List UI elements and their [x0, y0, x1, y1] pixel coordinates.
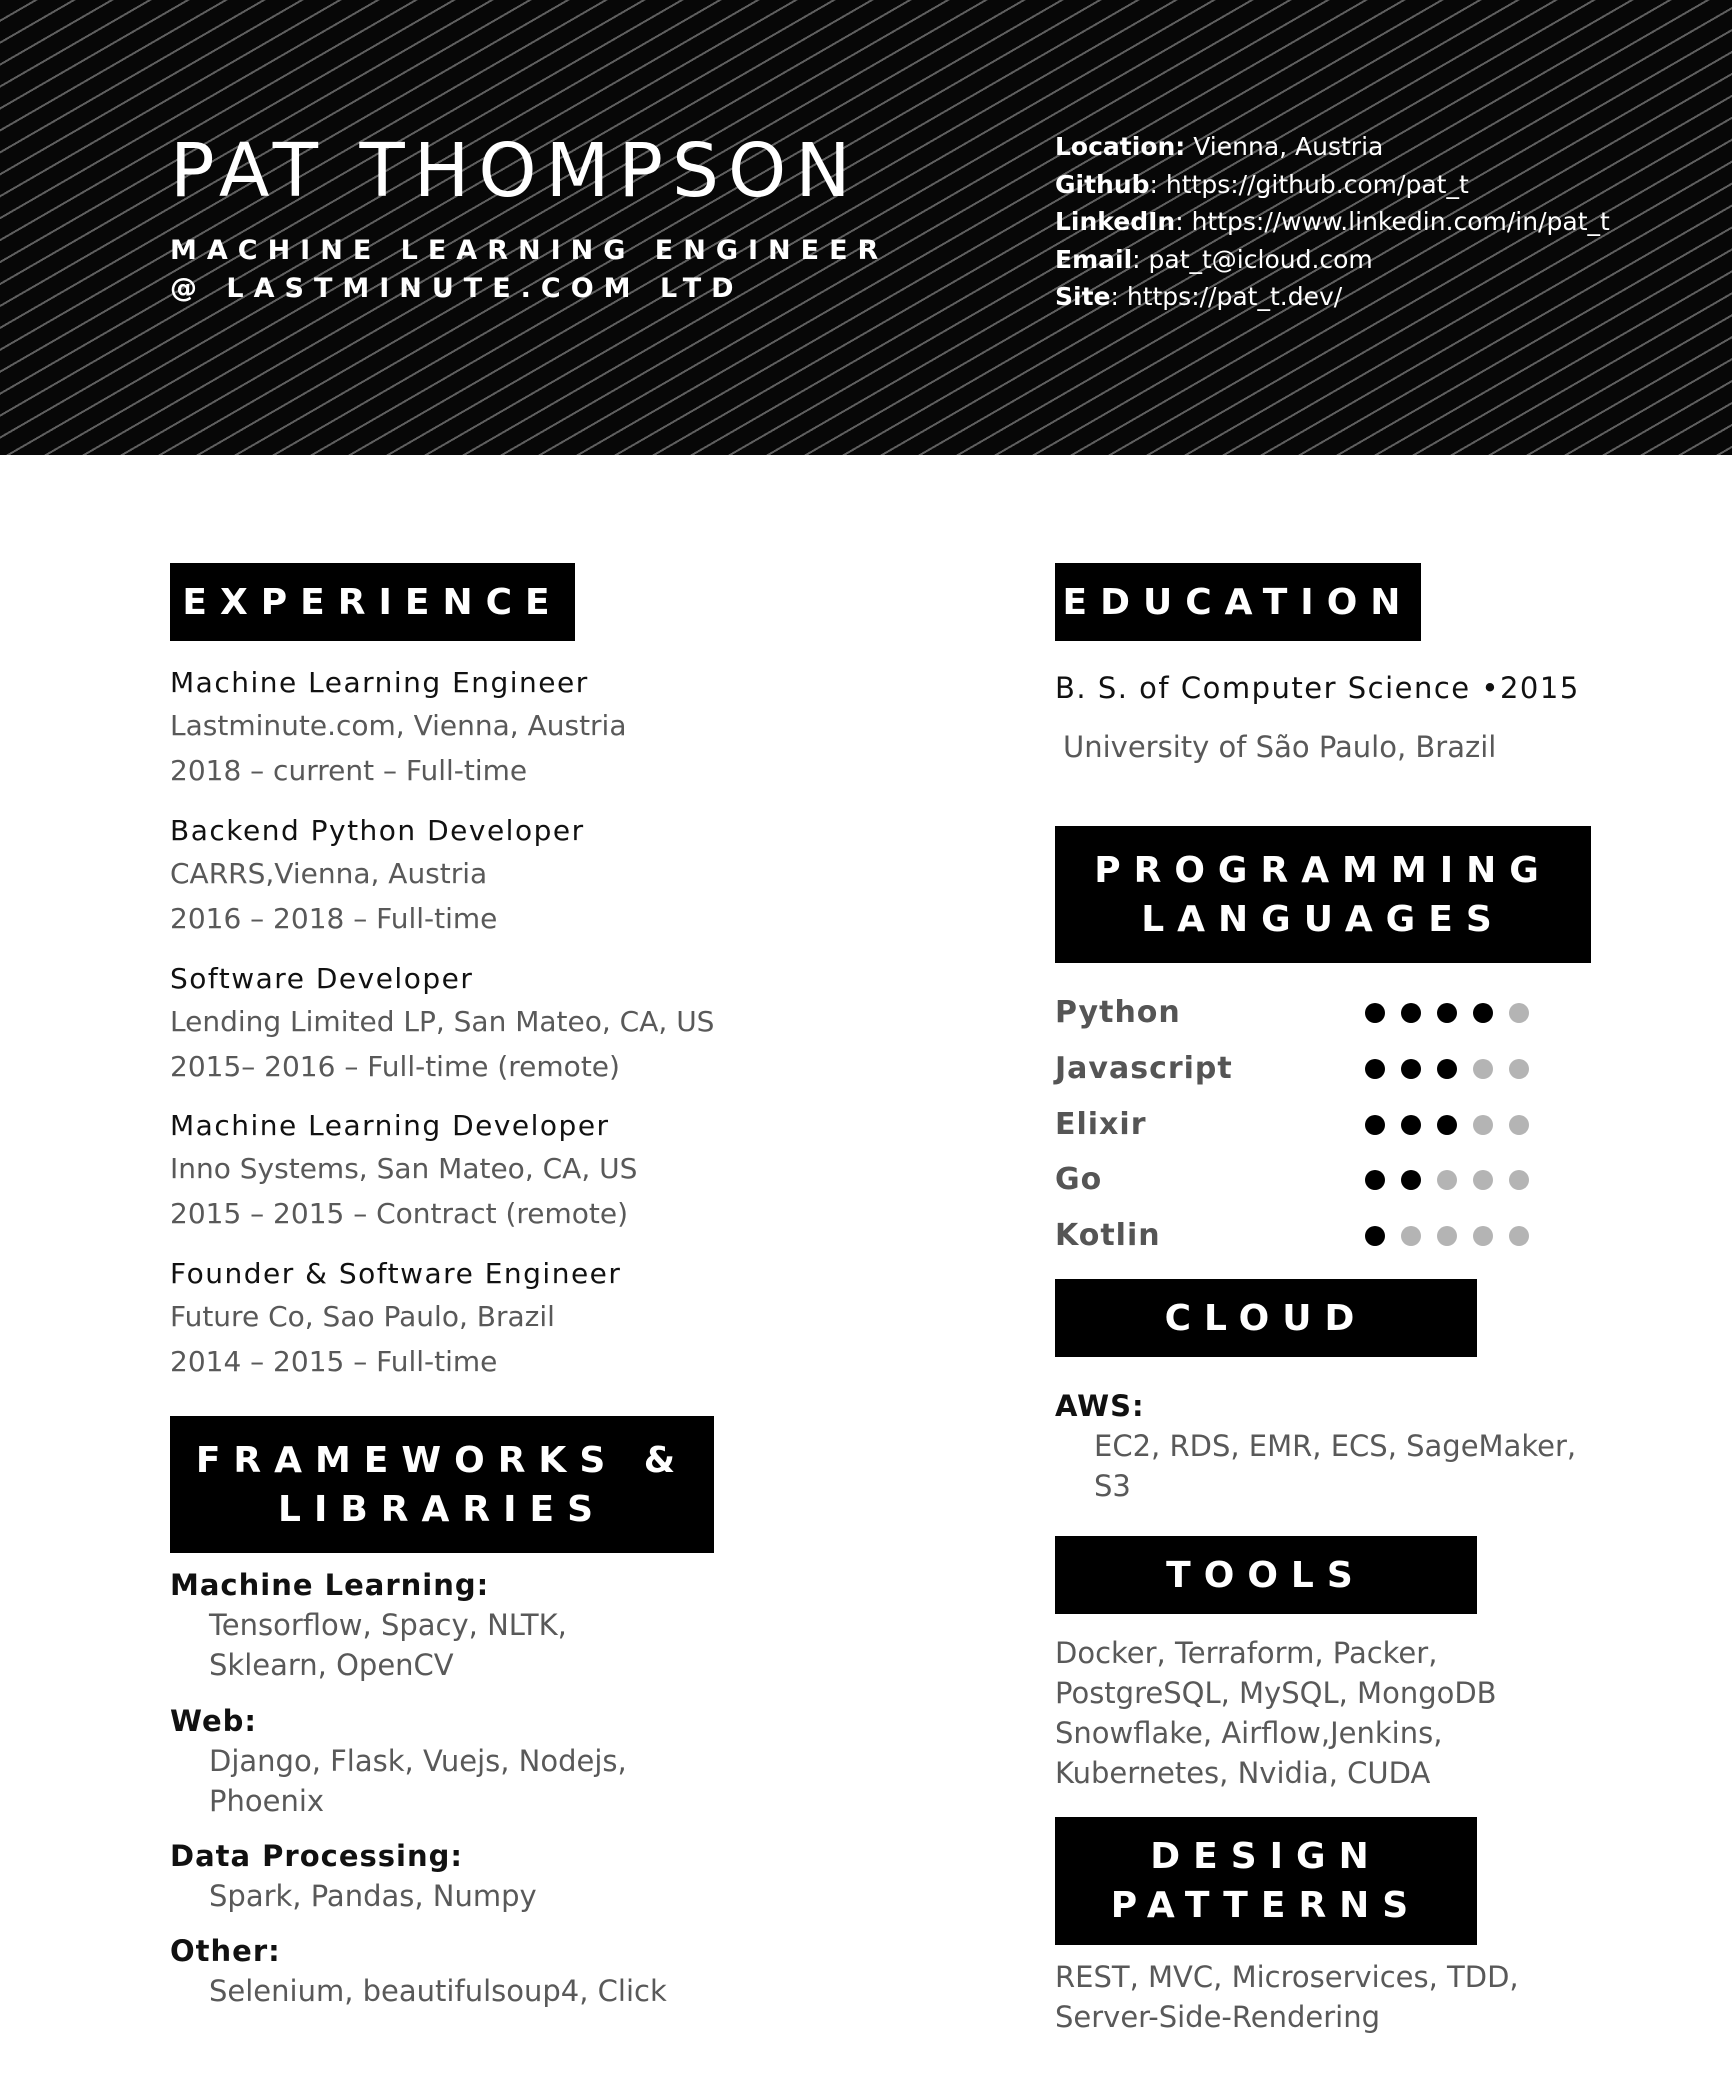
contact-linkedin	[1055, 203, 1725, 241]
language-row	[1055, 1208, 1535, 1264]
contact-label: Location:	[1055, 132, 1186, 161]
framework-group-title: Web:	[170, 1704, 257, 1738]
language-name: Javascript	[1055, 1051, 1233, 1086]
job-period: 2015 – 2015 – Contract (remote)	[170, 1197, 629, 1230]
skill-rating	[1365, 1208, 1545, 1264]
cloud-group	[1055, 1386, 1576, 1506]
job-period: 2015– 2016 – Full-time (remote)	[170, 1050, 620, 1083]
empty-dot-icon	[1509, 1115, 1529, 1135]
language-row	[1055, 985, 1535, 1041]
language-row	[1055, 1041, 1535, 1097]
skill-rating	[1365, 1097, 1545, 1153]
job-company: Future Co, Sao Paulo, Brazil	[170, 1300, 555, 1333]
filled-dot-icon	[1437, 1115, 1457, 1135]
contact-value: : https://www.linkedin.com/in/pat_t	[1175, 207, 1610, 236]
job-company: Lastminute.com, Vienna, Austria	[170, 709, 627, 742]
framework-group-line: Selenium, beautifulsoup4, Click	[209, 1974, 667, 2008]
empty-dot-icon	[1437, 1226, 1457, 1246]
education-school: University of São Paulo, Brazil	[1063, 730, 1497, 764]
filled-dot-icon	[1365, 1170, 1385, 1190]
empty-dot-icon	[1509, 1226, 1529, 1246]
contact-value: : pat_t@icloud.com	[1132, 244, 1373, 274]
skill-rating	[1365, 985, 1545, 1041]
framework-group	[170, 1565, 567, 1685]
experience-heading: EXPERIENCE	[170, 563, 575, 641]
contact-label: Github	[1055, 169, 1150, 199]
framework-group-line: Django, Flask, Vuejs, Nodejs,	[209, 1744, 627, 1778]
job-title: Founder & Software Engineer	[170, 1257, 622, 1290]
languages-heading: PROGRAMMING LANGUAGES	[1055, 826, 1591, 963]
framework-group	[170, 1701, 627, 1821]
filled-dot-icon	[1473, 1003, 1493, 1023]
framework-group-line: Sklearn, OpenCV	[209, 1648, 454, 1682]
tools-list	[1055, 1633, 1497, 1793]
framework-group	[170, 1931, 667, 2011]
framework-group-line: Phoenix	[209, 1784, 325, 1818]
empty-dot-icon	[1473, 1170, 1493, 1190]
filled-dot-icon	[1365, 1059, 1385, 1079]
job-entry	[170, 1106, 790, 1236]
person-name: PAT THOMPSON	[170, 128, 860, 214]
contact-label: Site	[1055, 282, 1111, 311]
contact-github	[1055, 166, 1725, 204]
language-name: Kotlin	[1055, 1218, 1161, 1253]
cloud-services-line: S3	[1094, 1469, 1131, 1503]
empty-dot-icon	[1509, 1170, 1529, 1190]
frameworks-heading: FRAMEWORKS & LIBRARIES	[170, 1416, 714, 1553]
tools-line: Docker, Terraform, Packer,	[1055, 1636, 1438, 1670]
skill-rating	[1365, 1152, 1545, 1208]
education-degree: B. S. of Computer Science •2015	[1055, 671, 1580, 705]
job-entry	[170, 1254, 790, 1384]
design-patterns-line: REST, MVC, Microservices, TDD,	[1055, 1960, 1519, 1994]
education-heading: EDUCATION	[1055, 563, 1421, 641]
language-row	[1055, 1152, 1535, 1208]
filled-dot-icon	[1437, 1059, 1457, 1079]
job-title: Backend Python Developer	[170, 814, 585, 847]
job-period: 2014 – 2015 – Full-time	[170, 1345, 498, 1378]
filled-dot-icon	[1437, 1003, 1457, 1023]
design-patterns-heading: DESIGN PATTERNS	[1055, 1817, 1477, 1945]
filled-dot-icon	[1365, 1003, 1385, 1023]
job-entry	[170, 959, 790, 1089]
design-patterns-list	[1055, 1957, 1519, 2037]
empty-dot-icon	[1473, 1059, 1493, 1079]
job-title: Software Developer	[170, 962, 474, 995]
contact-value: Vienna, Austria	[1185, 132, 1384, 161]
empty-dot-icon	[1473, 1115, 1493, 1135]
job-company: Lending Limited LP, San Mateo, CA, US	[170, 1005, 715, 1038]
skill-rating	[1365, 1041, 1545, 1097]
empty-dot-icon	[1401, 1226, 1421, 1246]
cloud-heading: CLOUD	[1055, 1279, 1477, 1357]
filled-dot-icon	[1401, 1115, 1421, 1135]
contact-value: : https://github.com/pat_t	[1149, 169, 1469, 199]
contact-label: Email	[1055, 244, 1133, 274]
tools-line: PostgreSQL, MySQL, MongoDB	[1055, 1676, 1497, 1710]
empty-dot-icon	[1473, 1226, 1493, 1246]
framework-group	[170, 1836, 537, 1916]
empty-dot-icon	[1437, 1170, 1457, 1190]
empty-dot-icon	[1509, 1003, 1529, 1023]
contact-location	[1055, 128, 1725, 166]
contact-site	[1055, 278, 1725, 316]
job-title: Machine Learning Developer	[170, 1109, 610, 1142]
framework-group-title: Other:	[170, 1934, 281, 1968]
language-row	[1055, 1097, 1535, 1153]
filled-dot-icon	[1365, 1115, 1385, 1135]
framework-group-line: Spark, Pandas, Numpy	[209, 1879, 537, 1913]
cloud-provider: AWS:	[1055, 1389, 1145, 1423]
framework-group-title: Data Processing:	[170, 1839, 463, 1873]
job-title: Machine Learning Engineer	[170, 666, 589, 699]
language-name: Go	[1055, 1162, 1103, 1197]
tools-line: Snowflake, Airflow,Jenkins,	[1055, 1716, 1443, 1750]
filled-dot-icon	[1401, 1059, 1421, 1079]
filled-dot-icon	[1401, 1170, 1421, 1190]
framework-group-line: Tensorflow, Spacy, NLTK,	[209, 1608, 567, 1642]
job-entry	[170, 663, 790, 793]
tools-heading: TOOLS	[1055, 1536, 1477, 1614]
tools-line: Kubernetes, Nvidia, CUDA	[1055, 1756, 1431, 1790]
resume-header	[0, 0, 1732, 455]
language-name: Python	[1055, 995, 1181, 1030]
framework-group-title: Machine Learning:	[170, 1568, 490, 1602]
language-name: Elixir	[1055, 1107, 1147, 1142]
job-period: 2016 – 2018 – Full-time	[170, 902, 498, 935]
empty-dot-icon	[1509, 1059, 1529, 1079]
job-company: CARRS,Vienna, Austria	[170, 857, 488, 890]
contact-value: : https://pat_t.dev/	[1110, 282, 1343, 311]
contact-email	[1055, 241, 1725, 279]
design-patterns-line: Server-Side-Rendering	[1055, 2000, 1380, 2034]
job-entry	[170, 811, 790, 941]
cloud-services-line: EC2, RDS, EMR, ECS, SageMaker,	[1094, 1429, 1577, 1463]
job-subtitle: MACHINE LEARNING ENGINEER @ LASTMINUTE.COM LTD	[170, 235, 889, 304]
filled-dot-icon	[1365, 1226, 1385, 1246]
filled-dot-icon	[1401, 1003, 1421, 1023]
job-company: Inno Systems, San Mateo, CA, US	[170, 1152, 638, 1185]
contact-label: LinkedIn	[1055, 207, 1176, 236]
job-period: 2018 – current – Full-time	[170, 754, 528, 787]
contact-info	[1055, 128, 1725, 316]
